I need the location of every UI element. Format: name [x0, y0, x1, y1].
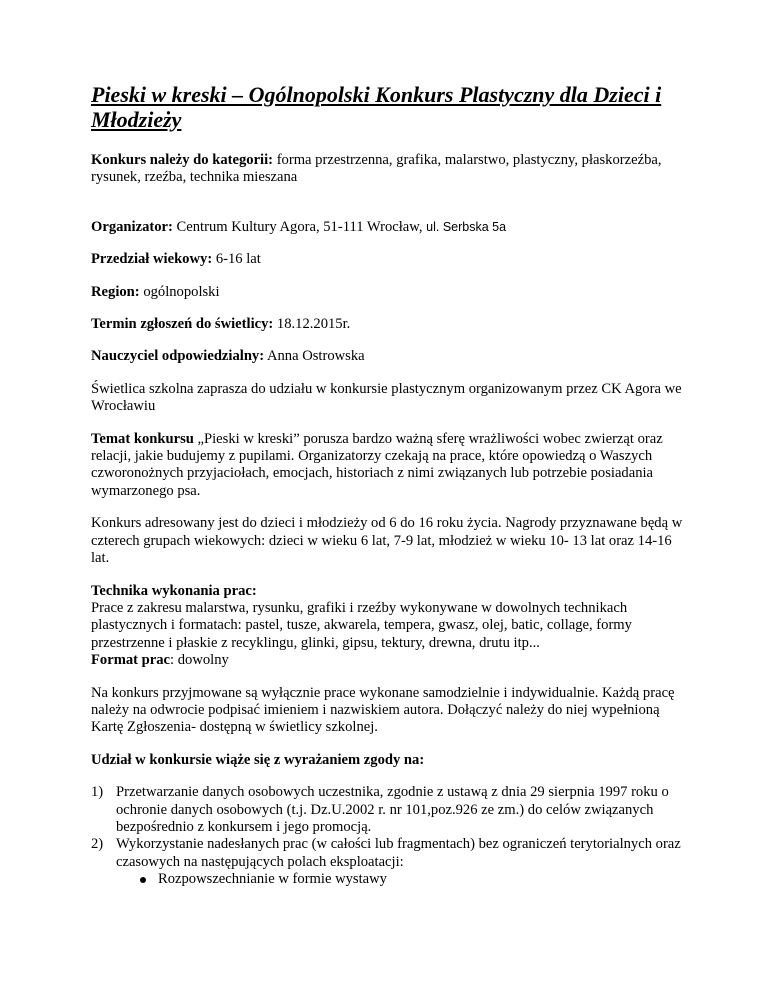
technique-heading: Technika wykonania prac: — [91, 582, 257, 599]
category-label: Konkurs należy do kategorii: — [91, 152, 274, 168]
consent-bullet-list — [91, 871, 691, 888]
organizer-value: Centrum Kultury Agora, 51-111 Wrocław, — [176, 218, 423, 235]
list-item-number: 1) — [91, 784, 104, 801]
age-value: 6-16 lat — [215, 251, 261, 268]
consent-heading-paragraph — [91, 752, 691, 769]
teacher-value: Anna Ostrowska — [266, 348, 365, 365]
list-item — [91, 836, 691, 871]
document-page — [91, 82, 691, 889]
list-item-text: Wykorzystanie nadesłanych prac (w całości lub fragmentach) bez ograniczeń terytorialnych oraz czasowych na następujących polach eksploatacji: — [116, 836, 681, 870]
theme-label: Temat konkursu — [91, 430, 194, 447]
organizer-street: ul. Serbska 5a — [426, 219, 507, 234]
intro-paragraph: Świetlica szkolna zaprasza do udziału w konkursie plastycznym organizowanym przez CK Agora we Wrocławiu — [91, 380, 682, 415]
deadline-paragraph — [91, 316, 691, 333]
technique-text: Prace z zakresu malarstwa, rysunku, grafiki i rzeźby wykonywane w dowolnych technikach plastycznych i formatach: pastel, tusze, akwarela, tempera, gwasz, olej, batic, collage, formy przestrzenne i płaskie z recyklingu, glinki, gipsu, tektury, drewna, drutu itp... — [91, 599, 632, 651]
consent-heading: Udział w konkursie wiąże się z wyrażaniem zgody na: — [91, 751, 425, 768]
technique-paragraph — [91, 583, 691, 670]
deadline-value: 18.12.2015r. — [276, 316, 351, 333]
document-title: Pieski w kreski – Ogólnopolski Konkurs Plastyczny dla Dzieci i Młodzieży — [91, 82, 662, 132]
region-value: ogólnopolski — [143, 283, 220, 300]
region-paragraph — [91, 284, 691, 301]
consent-list — [91, 784, 691, 871]
bullet-item-text: Rozpowszechnianie w formie wystawy — [158, 871, 387, 888]
list-item-number: 2) — [91, 836, 104, 853]
format-value: : dowolny — [170, 652, 229, 669]
organizer-paragraph — [91, 219, 691, 236]
organizer-label: Organizator: — [91, 218, 173, 235]
rules-paragraph: Na konkurs przyjmowane są wyłącznie prace wykonane samodzielnie i indywidualnie. Każdą pracę należy na odwrocie podpisać imieniem i nazwiskiem autora. Dołączyć należy do niej wypełnioną Kartę Zgłoszenia- dostępną w świetlicy szkolnej. — [91, 684, 675, 736]
bullet-dot-icon — [140, 877, 146, 883]
category-value: forma przestrzenna, grafika, malarstwo, plastyczny, płaskorzeźba, rysunek, rzeźba, technika mieszana — [91, 152, 662, 186]
list-item-text: Przetwarzanie danych osobowych uczestnika, zgodnie z ustawą z dnia 29 sierpnia 1997 roku o ochronie danych osobowych (t.j. Dz.U.2002 r. nr 101,poz.926 ze zm.) do celów związanych bezpośrednio z konkursem i jego promocją. — [116, 784, 669, 835]
theme-text: „Pieski w kreski” porusza bardzo ważną sferę wrażliwości wobec zwierząt oraz relacji, jakie budujemy z pupilami. Organizatorzy czekają na prace, które opowiedzą o Waszych czworonożnych przyjaciołach, emocjach, historiach z nimi związanych lub potrzebie posiadania wymarzonego psa. — [91, 430, 663, 499]
bullet-item — [140, 871, 691, 888]
age-paragraph — [91, 251, 691, 268]
age-label: Przedział wiekowy: — [91, 251, 213, 268]
category-paragraph — [91, 152, 691, 187]
audience-paragraph: Konkurs adresowany jest do dzieci i młodzieży od 6 do 16 roku życia. Nagrody przyznawane będą w czterech grupach wiekowych: dzieci w wieku 6 lat, 7-9 lat, młodzież w wieku 10- 13 lat oraz 14-16 lat. — [91, 515, 683, 567]
list-item — [91, 784, 691, 836]
region-label: Region: — [91, 283, 140, 300]
teacher-paragraph — [91, 348, 691, 365]
format-label: Format prac — [91, 652, 171, 669]
teacher-label: Nauczyciel odpowiedzialny: — [91, 348, 265, 365]
deadline-label: Termin zgłoszeń do świetlicy: — [91, 316, 274, 333]
theme-paragraph — [91, 431, 691, 501]
